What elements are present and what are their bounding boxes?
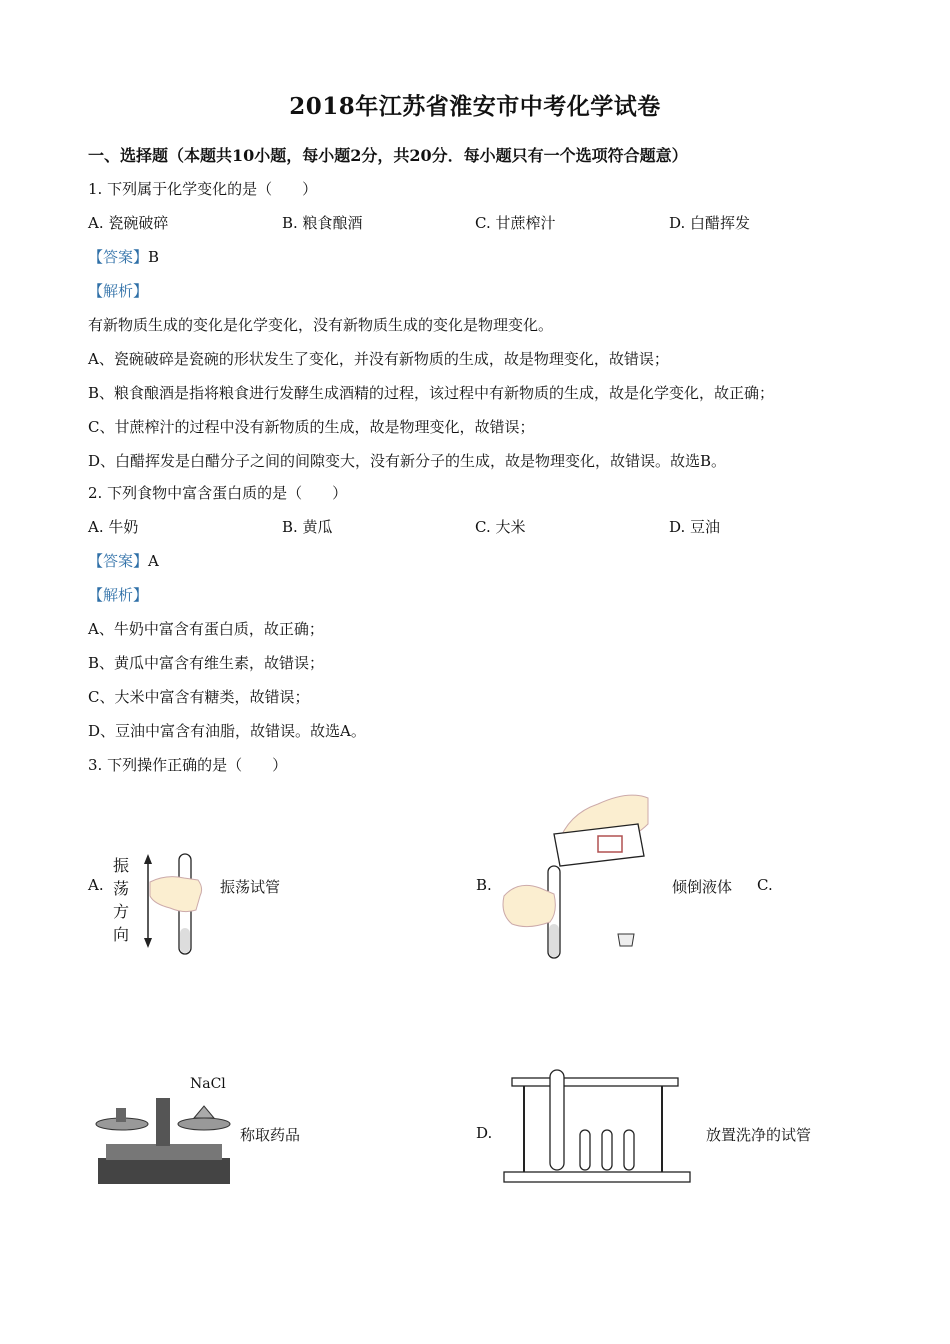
q3-option-a-caption: 振荡试管 bbox=[220, 878, 281, 896]
shake-direction-char: 荡 bbox=[113, 879, 130, 898]
hand-icon bbox=[150, 877, 202, 912]
arrow-down-icon bbox=[144, 938, 152, 948]
section-heading: 一、选择题（本题共10小题，每小题2分，共20分．每小题只有一个选项符合题意） bbox=[88, 146, 688, 165]
q2-analysis-line: B、黄瓜中富含有维生素，故错误； bbox=[88, 654, 325, 672]
q2-answer-value: A bbox=[148, 552, 159, 570]
q2-analysis-line: A、牛奶中富含有蛋白质，故正确； bbox=[88, 620, 324, 638]
q1-analysis-line: A、瓷碗破碎是瓷碗的形状发生了变化，并没有新物质的生成，故是物理变化，故错误； bbox=[88, 350, 669, 368]
q1-analysis-line: 有新物质生成的变化是化学变化，没有新物质生成的变化是物理变化。 bbox=[88, 316, 554, 334]
q2-answer bbox=[88, 550, 159, 571]
q1-option-d: D. 白醋挥发 bbox=[669, 214, 751, 232]
q2-analysis-tag: 【解析】 bbox=[88, 586, 149, 604]
q3-option-b-letter: B. bbox=[476, 876, 492, 894]
q2-analysis-line: C、大米中富含有糖类，故错误； bbox=[88, 688, 310, 706]
q3-stem: 3. 下列操作正确的是（ ） bbox=[88, 756, 288, 774]
test-tube-icon bbox=[624, 1130, 634, 1170]
q1-option-a: A. 瓷碗破碎 bbox=[88, 214, 169, 232]
stopper-icon bbox=[618, 934, 634, 946]
page-title: 2018年江苏省淮安市中考化学试卷 bbox=[289, 93, 661, 120]
balance-pillar-icon bbox=[156, 1098, 170, 1146]
hand-icon bbox=[503, 885, 555, 926]
shake-direction-label bbox=[113, 854, 133, 946]
pour-liquid-illustration bbox=[498, 784, 658, 964]
q2-option-b: B. 黄瓜 bbox=[282, 518, 333, 536]
q1-option-c: C. 甘蔗榨汁 bbox=[475, 214, 556, 232]
liquid-icon bbox=[549, 924, 559, 957]
q3-option-c-caption: 称取药品 bbox=[240, 1126, 301, 1144]
q2-option-d: D. 豆油 bbox=[669, 518, 721, 536]
right-pan-icon bbox=[178, 1118, 230, 1130]
rack-top-board-icon bbox=[512, 1078, 678, 1086]
test-tube-rack-illustration bbox=[502, 1066, 696, 1188]
weight-icon bbox=[116, 1108, 126, 1122]
q1-analysis-line: D、白醋挥发是白醋分子之间的间隙变大，没有新分子的生成，故是物理变化，故错误。故选B。 bbox=[88, 452, 727, 470]
q3-option-d-letter: D. bbox=[476, 1124, 493, 1142]
q1-analysis-line: C、甘蔗榨汁的过程中没有新物质的生成，故是物理变化，故错误； bbox=[88, 418, 535, 436]
q2-stem: 2. 下列食物中富含蛋白质的是（ ） bbox=[88, 484, 348, 502]
q2-answer-tag: 【答案】 bbox=[88, 552, 149, 570]
q2-analysis-line: D、豆油中富含有油脂，故错误。故选A。 bbox=[88, 722, 366, 740]
sample-icon bbox=[194, 1106, 214, 1118]
q3-option-a-letter: A. bbox=[88, 876, 104, 894]
q1-analysis-tag: 【解析】 bbox=[88, 282, 149, 300]
q1-answer-value: B bbox=[148, 248, 160, 266]
arrow-up-icon bbox=[144, 854, 152, 864]
liquid-icon bbox=[180, 928, 190, 953]
balance-beam-icon bbox=[106, 1144, 222, 1160]
q1-answer bbox=[88, 246, 159, 267]
q1-answer-tag: 【答案】 bbox=[88, 248, 149, 266]
shake-direction-char: 方 bbox=[113, 902, 130, 921]
q3-option-d-caption: 放置洗净的试管 bbox=[706, 1126, 812, 1144]
q1-analysis-line: B、粮食酿酒是指将粮食进行发酵生成酒精的过程，该过程中有新物质的生成，故是化学变化，故正确； bbox=[88, 384, 775, 402]
q1-stem: 1. 下列属于化学变化的是（ ） bbox=[88, 180, 318, 198]
test-tube-icon bbox=[602, 1130, 612, 1170]
shake-test-tube-illustration bbox=[140, 848, 220, 963]
shake-direction-char: 向 bbox=[113, 925, 130, 944]
balance-base-icon bbox=[98, 1158, 230, 1184]
q2-option-a: A. 牛奶 bbox=[88, 518, 139, 536]
q3-option-c-letter: C. bbox=[757, 876, 773, 894]
q2-option-c: C. 大米 bbox=[475, 518, 526, 536]
q1-option-b: B. 粮食酿酒 bbox=[282, 214, 363, 232]
test-tube-icon bbox=[580, 1130, 590, 1170]
rack-base-icon bbox=[504, 1172, 690, 1182]
balance-illustration bbox=[92, 1076, 234, 1188]
q3-option-b-caption: 倾倒液体 bbox=[672, 878, 733, 896]
nacl-label: NaCl bbox=[190, 1076, 226, 1092]
shake-direction-char: 振 bbox=[113, 856, 130, 875]
test-tube-icon bbox=[550, 1070, 564, 1170]
